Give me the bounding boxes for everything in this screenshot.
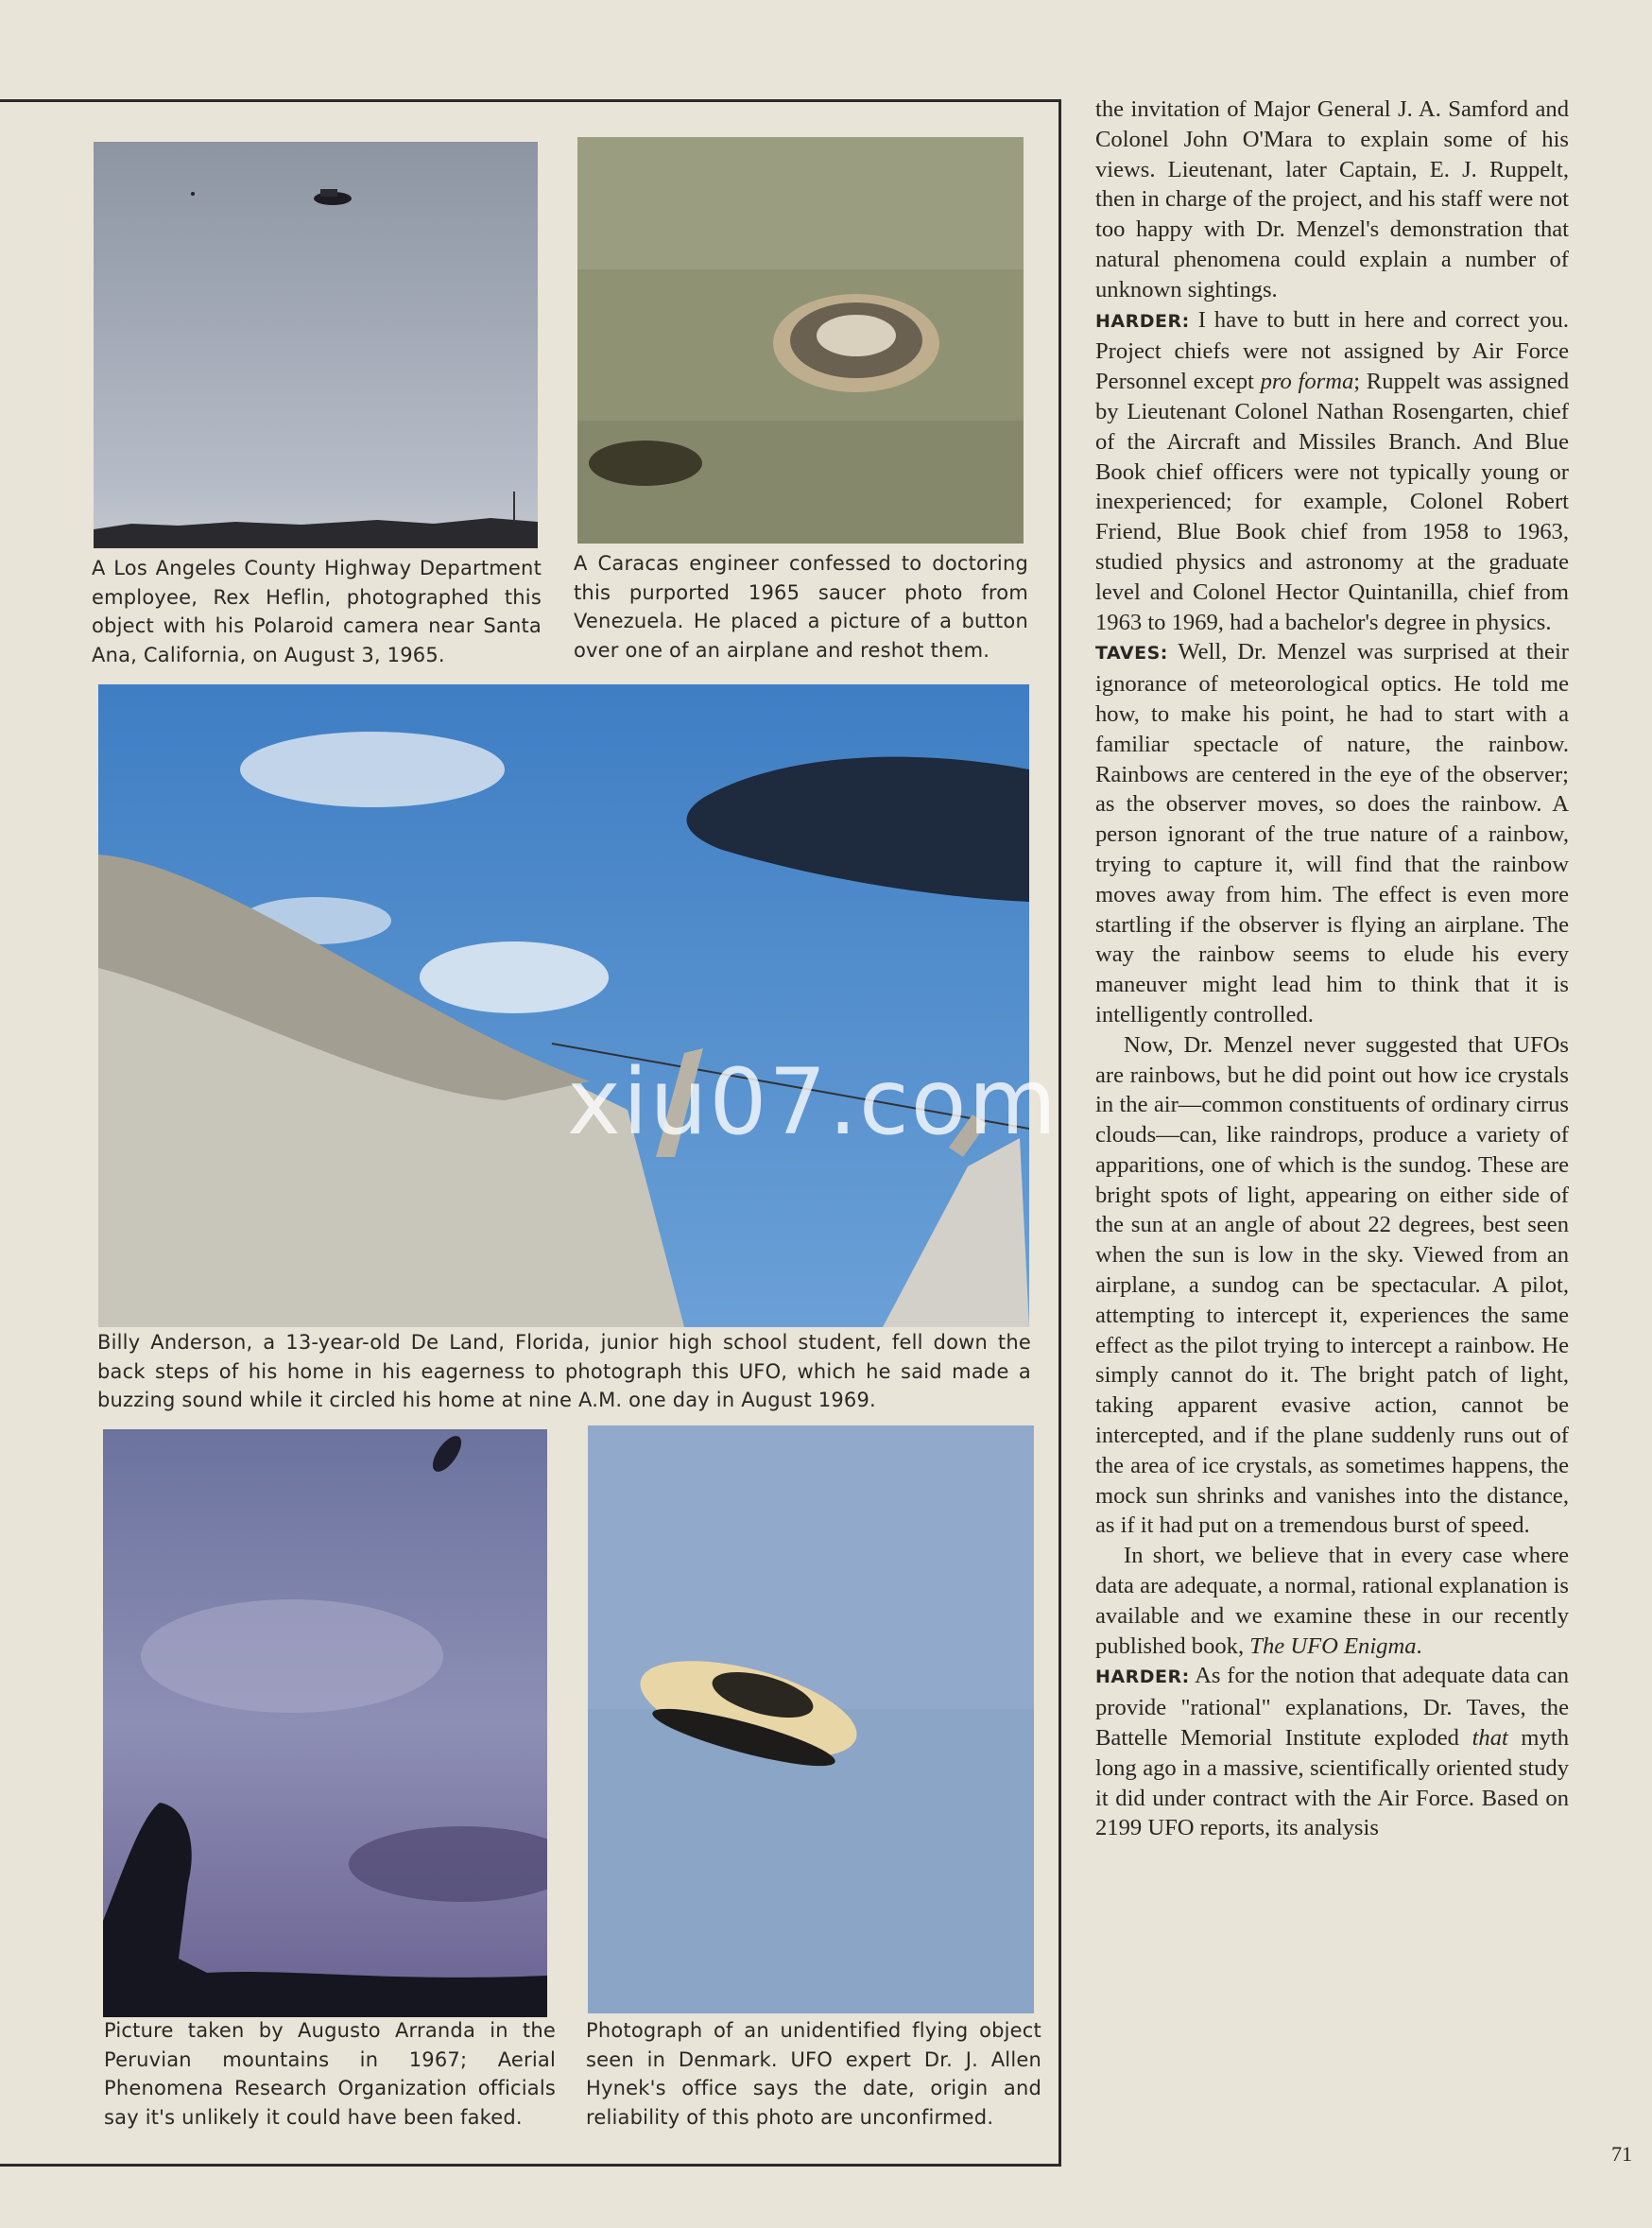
caption-caracas: A Caracas engineer confessed to doctoring this purported 1965 saucer photo from Venezuela. He placed a picture of a button over one of an airplane and reshot them. xyxy=(574,552,1028,662)
article-paragraph: HARDER: As for the notion that adequate data can provide "rational" explanations, Dr. Taves, the Battelle Memorial Institute exploded that myth long ago in a massive, scientifically oriented study it did under contract with the Air Force. Based on 2199 UFO reports, its analysis xyxy=(1095,1663,1569,1841)
article-paragraph: In short, we believe that in every case where data are adequate, a normal, rational explanation is available and we examine these in our recently published book, The UFO Enigma. xyxy=(1095,1543,1569,1659)
speaker-label: HARDER: xyxy=(1095,310,1190,332)
article-paragraph: HARDER: I have to butt in here and correct you. Project chiefs were not assigned by Air Force Personnel except pro forma; Ruppelt was assigned by Lieutenant Colonel Nathan Rosengarten, chief of the Aircraft and Missiles Branch. And Blue Book chief officers were not typically young or inexperienced; for example, Colonel Robert Friend, Blue Book chief from 1958 to 1963, studied physics and astronomy at the graduate level and Colonel Hector Quintanilla, chief from 1963 to 1969, had a bachelor's degree in physics. xyxy=(1095,306,1569,635)
caption-denmark: Photograph of an unidentified flying object seen in Denmark. UFO expert Dr. J. Allen Hynek's office says the date, origin and reliability of this photo are unconfirmed. xyxy=(586,2019,1041,2129)
article-paragraph: TAVES: Well, Dr. Menzel was surprised at their ignorance of meteorological optics. He told me how, to make his point, he had to start with a familiar spectacle of nature, the rainbow. Rainbows are centered in the eye of the observer; as the observer moves, so does the rainbow. A person ignorant of the true nature of a rainbow, trying to capture it, will find that the rainbow moves away from him. The effect is even more startling if the observer is flying an airplane. The way the rainbow seems to elude his every maneuver might lead him to think that it is intelligently controlled. xyxy=(1095,639,1569,1028)
speaker-label: HARDER: xyxy=(1095,1667,1190,1688)
article-paragraph: the invitation of Major General J. A. Samford and Colonel John O'Mara to explain some of his views. Lieutenant, later Captain, E. J. Ruppelt, then in charge of the project, and his staff were not too happy with Dr. Menzel's demonstration that natural phenomena could explain a number of unknown sightings. xyxy=(1095,96,1569,302)
caption-arranda: Picture taken by Augusto Arranda in the Peruvian mountains in 1967; Aerial Phenomena Research Organization officials say it's unlikely it could have been faked. xyxy=(104,2019,556,2129)
photo-anderson-ufo xyxy=(98,684,1029,1327)
photo-denmark-ufo xyxy=(588,1425,1034,2013)
speaker-label: TAVES: xyxy=(1095,643,1168,665)
caption-anderson: Billy Anderson, a 13-year-old De Land, Florida, junior high school student, fell down the back steps of his home in his eagerness to photograph this UFO, which he said made a buzzing sound while it circled his home at nine A.M. one day in August 1969. xyxy=(97,1331,1031,1411)
article-paragraph: Now, Dr. Menzel never suggested that UFOs are rainbows, but he did point out how ice crystals in the air—common constituents of ordinary cirrus clouds—can, like raindrops, produce a variety of apparitions, one of which is the sundog. These are bright spots of light, appearing on either side of the sun at an angle of about 22 degrees, best seen when the sun is low in the sky. Viewed from an airplane, a sundog can be spectacular. A pilot, attempting to intercept it, experiences the same effect as the pilot trying to intercept a rainbow. He simply cannot do it. The bright patch of light, taking apparent evasive action, cannot be intercepted, and if the plane suddenly runs out of the area of ice crystals, as sometimes happens, the mock sun shrinks and vanishes into the distance, as if it had put on a tremendous burst of speed. xyxy=(1095,1031,1569,1539)
photo-arranda-peru xyxy=(103,1429,547,2017)
caption-heflin: A Los Angeles County Highway Department employee, Rex Heflin, photographed this object with his Polaroid camera near Santa Ana, California, on August 3, 1965. xyxy=(92,557,542,666)
watermark: xiu07.com xyxy=(567,1049,1059,1155)
page-number: 71 xyxy=(1611,2142,1632,2166)
photo-caracas-saucer xyxy=(577,137,1024,544)
article-column xyxy=(1095,95,1569,1843)
photo-heflin-ufo xyxy=(94,142,538,548)
